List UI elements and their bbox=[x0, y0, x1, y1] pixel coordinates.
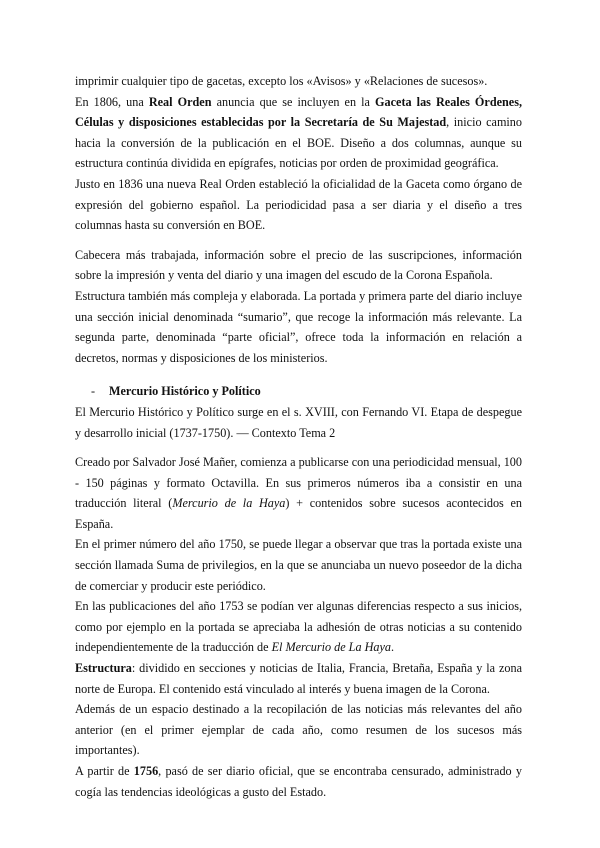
list-dash: - bbox=[91, 384, 96, 399]
paragraph-real-orden-1806: En 1806, una Real Orden anuncia que se incluyen en la Gaceta las Reales Órdenes, Células y disposiciones establecidas por la Secretaría de Su Majestad, inicio camino hacia la conversión de la publicación en el BOE. Diseño a dos columnas, aunque su estructura continúa dividida en epígrafes, noticias por orden de proximidad geográfica. bbox=[75, 94, 522, 171]
paragraph-cabecera: Cabecera más trabajada, información sobre el precio de las suscripciones, información sobre la impresión y venta del diario y una imagen del escudo de la Corona Española. bbox=[75, 247, 522, 283]
paragraph-1756: A partir de 1756, pasó de ser diario oficial, que se encontraba censurado, administrado y cogía las tendencias ideológicas a gusto del Estado. bbox=[75, 764, 522, 799]
italic-mercurio-de-la-haya: Mercurio de la Haya bbox=[172, 496, 286, 511]
document-body bbox=[75, 71, 522, 802]
paragraph-real-orden-1836: Justo en 1836 una nueva Real Orden estableció la oficialidad de la Gaceta como órgano de expresión del gobierno español. La periodicidad pasa a ser diaria y el diseño a tres columnas hasta su conversión en BOE. bbox=[75, 176, 522, 233]
paragraph-recopilacion: Además de un espacio destinado a la recopilación de las noticias más relevantes del año anterior (en el primer ejemplar de cada año, como resumen de los sucesos más importantes). bbox=[75, 702, 522, 758]
paragraph-mercurio-intro: El Mercurio Histórico y Político surge en el s. XVIII, con Fernando VI. Etapa de despegue y desarrollo inicial (1737-1750). — Contexto Tema 2 bbox=[75, 404, 522, 440]
bold-real-orden: Real Orden bbox=[148, 94, 212, 109]
paragraph-creado-por: Creado por Salvador José Mañer, comienza a publicarse con una periodicidad mensual, 100 - 150 páginas y formato Octavilla. En sus primeros números iba a consistir en una traducción literal (Mercurio de la Haya) + contenidos sobre sucesos acontecidos en España. bbox=[75, 455, 522, 531]
paragraph-gacetas-restriction: imprimir cualquier tipo de gacetas, excepto los «Avisos» y «Relaciones de sucesos». bbox=[75, 74, 488, 88]
bold-gaceta-title: Gaceta las Reales Órdenes, Células y disposiciones establecidas por la Secretaría de Su Majestad bbox=[75, 94, 522, 130]
paragraph-estructura-mercurio: Estructura: dividido en secciones y noticias de Italia, Francia, Bretaña, España y la zona norte de Europa. El contenido está vinculado al interés y buena imagen de la Corona. bbox=[75, 661, 522, 696]
paragraph-1753: En las publicaciones del año 1753 se podían ver algunas diferencias respecto a sus inicios, como por ejemplo en la portada se apreciaba la adhesión de otras noticias a su contenido independientemente de la traducción de El Mercurio de La Haya. bbox=[75, 599, 522, 655]
italic-el-mercurio: El Mercurio de La Haya bbox=[271, 640, 391, 655]
bold-estructura: Estructura bbox=[75, 661, 132, 676]
paragraph-estructura-gaceta: Estructura también más compleja y elaborada. La portada y primera parte del diario incluye una sección inicial denominada “sumario”, que recoge la información más relevante. La segunda parte, denominada “parte oficial”, ofrece toda la información en relación a decretos, normas y disposiciones de los ministerios. bbox=[75, 288, 522, 365]
section-heading-mercurio: - Mercurio Histórico y Político bbox=[75, 381, 522, 402]
bold-1756: 1756 bbox=[133, 764, 159, 778]
paragraph-1750: En el primer número del año 1750, se puede llegar a observar que tras la portada existe una sección llamada Suma de privilegios, en la que se anunciaba un nuevo poseedor de la dicha de comerciar y producir este periódico. bbox=[75, 537, 522, 593]
